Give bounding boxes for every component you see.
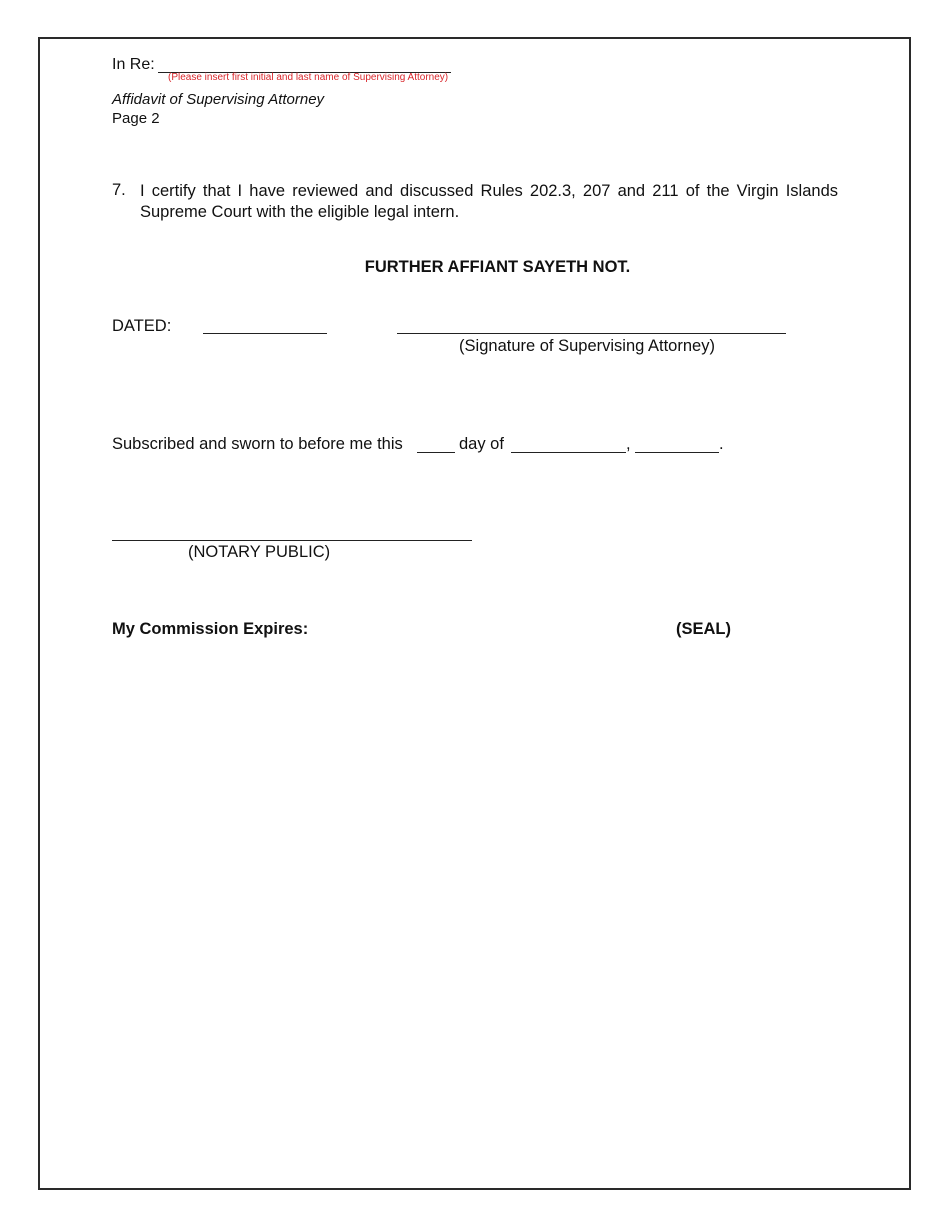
sworn-day-blank[interactable]: [417, 452, 455, 453]
sworn-comma: ,: [626, 435, 631, 453]
seal-label: (SEAL): [676, 620, 731, 638]
signature-caption: (Signature of Supervising Attorney): [459, 337, 715, 355]
sworn-month-blank[interactable]: [511, 452, 626, 453]
document-title: Affidavit of Supervising Attorney: [112, 91, 325, 108]
notary-caption: (NOTARY PUBLIC): [188, 543, 331, 561]
sworn-year-blank[interactable]: [635, 452, 719, 453]
sworn-day-of: day of: [459, 435, 504, 453]
paragraph-text: I certify that I have reviewed and discussed Rules 202.3, 207 and 211 of the Virgin Islands Supreme Court with the eligible legal intern.: [140, 182, 838, 221]
sworn-text: Subscribed and sworn to before me this: [112, 435, 403, 453]
signature-blank-line[interactable]: [397, 333, 786, 334]
notary-signature-line[interactable]: [112, 540, 472, 541]
dated-blank-line[interactable]: [203, 333, 327, 334]
in-re-hint: (Please insert first initial and last name of Supervising Attorney): [168, 72, 449, 83]
paragraph-number: 7.: [112, 181, 126, 199]
dated-label: DATED:: [112, 317, 172, 335]
in-re-label: In Re:: [112, 56, 155, 73]
page-number: Page 2: [112, 110, 160, 127]
sworn-period: .: [719, 435, 724, 453]
further-affiant-heading: FURTHER AFFIANT SAYETH NOT.: [364, 258, 631, 276]
commission-expires-label: My Commission Expires:: [112, 620, 309, 638]
